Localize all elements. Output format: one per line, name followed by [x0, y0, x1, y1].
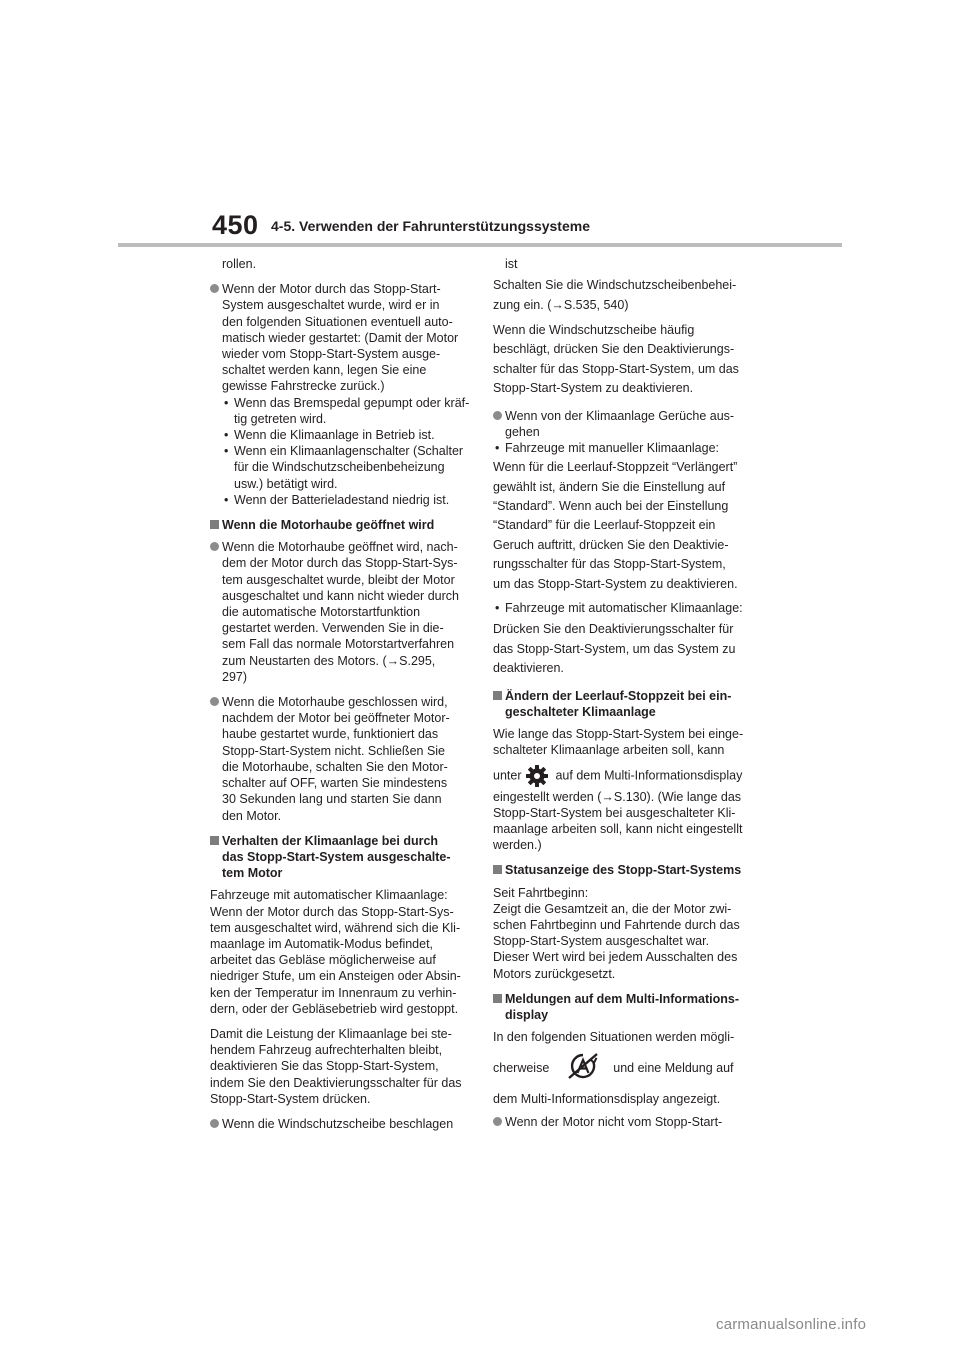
paragraph	[493, 726, 755, 853]
text-line: Wie lange das Stopp-Start-System bei einge-	[493, 726, 744, 741]
text-line: matisch wieder gestartet: (Damit der Motor	[222, 330, 459, 345]
paragraph	[493, 458, 755, 594]
text-line: maanlage im Automatik-Modus befindet,	[210, 936, 434, 951]
bullet-dot-icon	[493, 1117, 502, 1126]
section-heading-messages	[493, 991, 755, 1023]
text-line: schalter auf OFF, warten Sie mindestens	[222, 776, 448, 791]
text-line: niedriger Stufe, um ein Ansteigen oder Absin-	[210, 969, 461, 984]
text-line: das Stopp-Start-System ausgeschalte-	[222, 849, 451, 864]
text-line: tig getreten wird.	[234, 411, 327, 426]
text-line: Zeigt die Gesamtzeit an, die der Motor zwi-	[493, 901, 732, 916]
text-line: die automatische Motorstartfunktion	[222, 605, 421, 620]
text-line: zum Neustarten des Motors. (→S.295,	[222, 653, 436, 668]
sub-bullet	[493, 440, 755, 456]
paragraph	[493, 620, 755, 678]
bullet-dot-icon	[210, 284, 219, 293]
text-line: schaltet werden kann, legen Sie eine	[222, 363, 427, 378]
bullet-engine-not-stopped	[493, 1114, 755, 1130]
text-line: geschalteter Klimaanlage	[505, 704, 656, 719]
text-line: Wenn der Motor durch das Stopp-Start-Sys-	[210, 904, 454, 919]
section-heading-hood	[210, 517, 472, 533]
text-line: nachdem der Motor bei geöffneter Motor-	[222, 711, 450, 726]
bullet-dot-icon	[210, 697, 219, 706]
text-line: beschlägt, drücken Sie den Deaktivierungs-	[493, 342, 735, 357]
section-heading-climate	[210, 833, 472, 882]
paragraph	[493, 1029, 755, 1107]
text-line: den Motor.	[222, 808, 282, 823]
text-fragment: und eine Meldung auf	[613, 1061, 734, 1076]
text-line: Statusanzeige des Stopp-Start-Systems	[505, 863, 742, 878]
sub-bullet-marker: •	[224, 492, 229, 507]
text-fragment: cherweise	[493, 1061, 550, 1076]
text-line: deaktivieren Sie das Stopp-Start-System,	[210, 1059, 439, 1074]
sub-bullet	[222, 395, 472, 427]
sub-bullet-marker: •	[495, 441, 500, 456]
text-line: gehen	[505, 424, 540, 439]
text-line: Geruch auftritt, drücken Sie den Deaktivie-	[493, 537, 729, 552]
heading-square-icon	[493, 994, 502, 1003]
paragraph	[493, 276, 755, 315]
text-line: Stopp-Start-System drücken.	[210, 1091, 371, 1106]
text-line: ken der Temperatur im Innenraum zu verhin-	[210, 985, 457, 1000]
text-line: hendem Fahrzeug aufrechterhalten bleibt,	[210, 1043, 443, 1058]
text-line: Schalten Sie die Windschutzscheibenbehei-	[493, 278, 737, 293]
section-heading-idle-stop-time	[493, 688, 755, 720]
sub-bullet-marker: •	[224, 444, 229, 459]
text-line: Fahrzeuge mit manueller Klimaanlage:	[505, 441, 719, 456]
text-line: Wenn die Motorhaube geöffnet wird	[222, 518, 435, 533]
text-line: dem Multi-Informationsdisplay angezeigt.	[493, 1092, 721, 1107]
sub-bullet-marker: •	[495, 601, 500, 616]
text-line: tem ausgeschaltet wurde, bleibt der Motor	[222, 572, 455, 587]
text-line: Stopp-Start-System zu deaktivieren.	[493, 381, 694, 396]
sub-bullet-marker: •	[224, 395, 229, 410]
text-line: Wenn der Motor nicht vom Stopp-Start-	[505, 1114, 723, 1129]
right-column	[493, 256, 755, 1139]
text-line: 30 Sekunden lang und starten Sie dann	[222, 792, 442, 807]
text-line: Fahrzeuge mit automatischer Klimaanlage:	[210, 888, 448, 903]
text-line: Stopp-Start-System bei ausgeschalteter Kli-	[493, 805, 736, 820]
text-line: das Stopp-Start-System, um das System zu	[493, 641, 736, 656]
stop-start-off-icon	[563, 1051, 603, 1085]
sub-bullet-marker: •	[224, 428, 229, 443]
bullet-odors	[493, 408, 755, 440]
text-fragment: unter	[493, 768, 522, 783]
continuation-text: ist	[505, 257, 518, 271]
page-number: 450	[212, 210, 259, 240]
text-line: Wenn das Bremspedal gepumpt oder kräf-	[234, 395, 470, 410]
text-line: Damit die Leistung der Klimaanlage bei ste-	[210, 1026, 452, 1041]
paragraph	[493, 885, 755, 982]
text-line: Ändern der Leerlauf-Stoppzeit bei ein-	[505, 688, 732, 703]
text-line: Wenn die Windschutzscheibe beschlagen	[222, 1116, 454, 1131]
watermark-text: carmanualsonline.info	[716, 1316, 867, 1333]
text-line: zung ein. (→S.535, 540)	[493, 297, 629, 312]
text-line: rungsschalter für das Stopp-Start-System,	[493, 557, 726, 572]
text-line: ausgeschaltet und kann nicht wieder durch	[222, 588, 459, 603]
text-line: arbeitet das Gebläse möglicherweise auf	[210, 953, 436, 968]
text-line: schalteter Klimaanlage arbeiten soll, kann	[493, 743, 725, 758]
heading-square-icon	[210, 520, 219, 529]
left-column	[210, 256, 472, 1141]
text-line: usw.) betätigt wird.	[234, 476, 338, 491]
section-heading-status-display	[493, 862, 755, 878]
text-line: schalter für das Stopp-Start-System, um das	[493, 361, 739, 376]
text-line: Stopp-Start-System ausgeschaltet war.	[493, 934, 710, 949]
heading-square-icon	[210, 836, 219, 845]
text-line: Verhalten der Klimaanlage bei durch	[222, 833, 439, 848]
text-line: Motors zurückgesetzt.	[493, 966, 616, 981]
text-line: Dieser Wert wird bei jedem Ausschalten des	[493, 950, 738, 965]
text-line: dern, oder der Gebläsebetrieb wird gestoppt.	[210, 1001, 459, 1016]
text-line: In den folgenden Situationen werden mögli-	[493, 1030, 735, 1045]
bullet-dot-icon	[210, 1119, 219, 1128]
text-line: tem ausgeschaltet wird, während sich die Kli-	[210, 920, 461, 935]
text-line: haube gestartet wurde, funktioniert das	[222, 727, 439, 742]
text-line: Wenn die Motorhaube geschlossen wird,	[222, 695, 448, 710]
text-line: gestartet werden. Verwenden Sie in die-	[222, 621, 444, 636]
header-rule	[118, 243, 842, 247]
text-line: sem Fall das normale Motorstartverfahren	[222, 637, 455, 652]
text-line: Wenn die Motorhaube geöffnet wird, nach-	[222, 540, 458, 555]
text-line: 297)	[222, 669, 248, 684]
text-line: Wenn für die Leerlauf-Stoppzeit “Verlängert”	[493, 460, 738, 475]
bullet-auto-restart	[210, 281, 472, 508]
bullet-dot-icon	[493, 411, 502, 420]
inline-icon-line	[493, 1045, 755, 1091]
bullet-hood-opened	[210, 539, 472, 685]
paragraph	[493, 321, 755, 399]
text-line: um das Stopp-Start-System zu deaktivieren.	[493, 576, 738, 591]
text-fragment: auf dem Multi-Informationsdisplay	[555, 768, 743, 783]
text-line: Meldungen auf dem Multi-Informations-	[505, 991, 740, 1006]
text-line: Wenn von der Klimaanlage Gerüche aus-	[505, 408, 735, 423]
text-line: Fahrzeuge mit automatischer Klimaanlage:	[505, 601, 743, 616]
text-line: schen Fahrtbeginn und Fahrtende durch das	[493, 917, 740, 932]
text-line: Drücken Sie den Deaktivierungsschalter für	[493, 622, 734, 637]
text-line: Wenn ein Klimaanlagenschalter (Schalter	[234, 444, 464, 459]
text-line: “Standard” für die Leerlauf-Stoppzeit ein	[493, 518, 716, 533]
text-line: Wenn der Motor durch das Stopp-Start-	[222, 282, 441, 297]
chapter-title: 4-5. Verwenden der Fahrunterstützungssysteme	[271, 218, 590, 234]
text-line: werden.)	[493, 838, 542, 853]
text-line: “Standard”. Wenn auch bei der Einstellung	[493, 499, 729, 514]
text-line: gewählt ist, ändern Sie die Einstellung auf	[493, 479, 726, 494]
bullet-hood-closed	[210, 694, 472, 824]
text-line: deaktivieren.	[493, 661, 564, 676]
text-line: Stopp-Start-System nicht. Schließen Sie	[222, 743, 446, 758]
text-line: Seit Fahrtbeginn:	[493, 885, 589, 900]
bullet-windshield	[210, 1116, 472, 1132]
continuation-text: rollen.	[222, 257, 257, 271]
text-line: tem Motor	[222, 866, 283, 881]
text-line: System ausgeschaltet wurde, wird er in	[222, 298, 440, 313]
paragraph	[210, 887, 472, 1017]
text-line: display	[505, 1007, 549, 1022]
text-line: den folgenden Situationen eventuell auto-	[222, 314, 453, 329]
text-line: indem Sie den Deaktivierungsschalter für das	[210, 1075, 462, 1090]
text-line: für die Windschutzscheibenbeheizung	[234, 460, 445, 475]
text-line: wieder vom Stopp-Start-System ausge-	[222, 347, 441, 362]
sub-bullet	[222, 427, 472, 443]
heading-square-icon	[493, 691, 502, 700]
text-line: maanlage arbeiten soll, kann nicht eingestellt	[493, 821, 743, 836]
sub-bullet	[493, 600, 755, 616]
sub-bullet	[222, 443, 472, 492]
heading-square-icon	[493, 865, 502, 874]
sub-bullet	[222, 492, 472, 508]
text-line: die Motorhaube, schalten Sie den Motor-	[222, 759, 448, 774]
text-line: Wenn die Klimaanlage in Betrieb ist.	[234, 428, 435, 443]
bullet-dot-icon	[210, 542, 219, 551]
text-line: gewisse Fahrstrecke zurück.)	[222, 379, 385, 394]
text-line: dem der Motor durch das Stopp-Start-Sys-	[222, 556, 458, 571]
paragraph	[210, 1026, 472, 1107]
text-line: Wenn der Batterieladestand niedrig ist.	[234, 492, 450, 507]
text-line: eingestellt werden (→S.130). (Wie lange das	[493, 789, 742, 804]
text-line: Wenn die Windschutzscheibe häufig	[493, 323, 695, 338]
